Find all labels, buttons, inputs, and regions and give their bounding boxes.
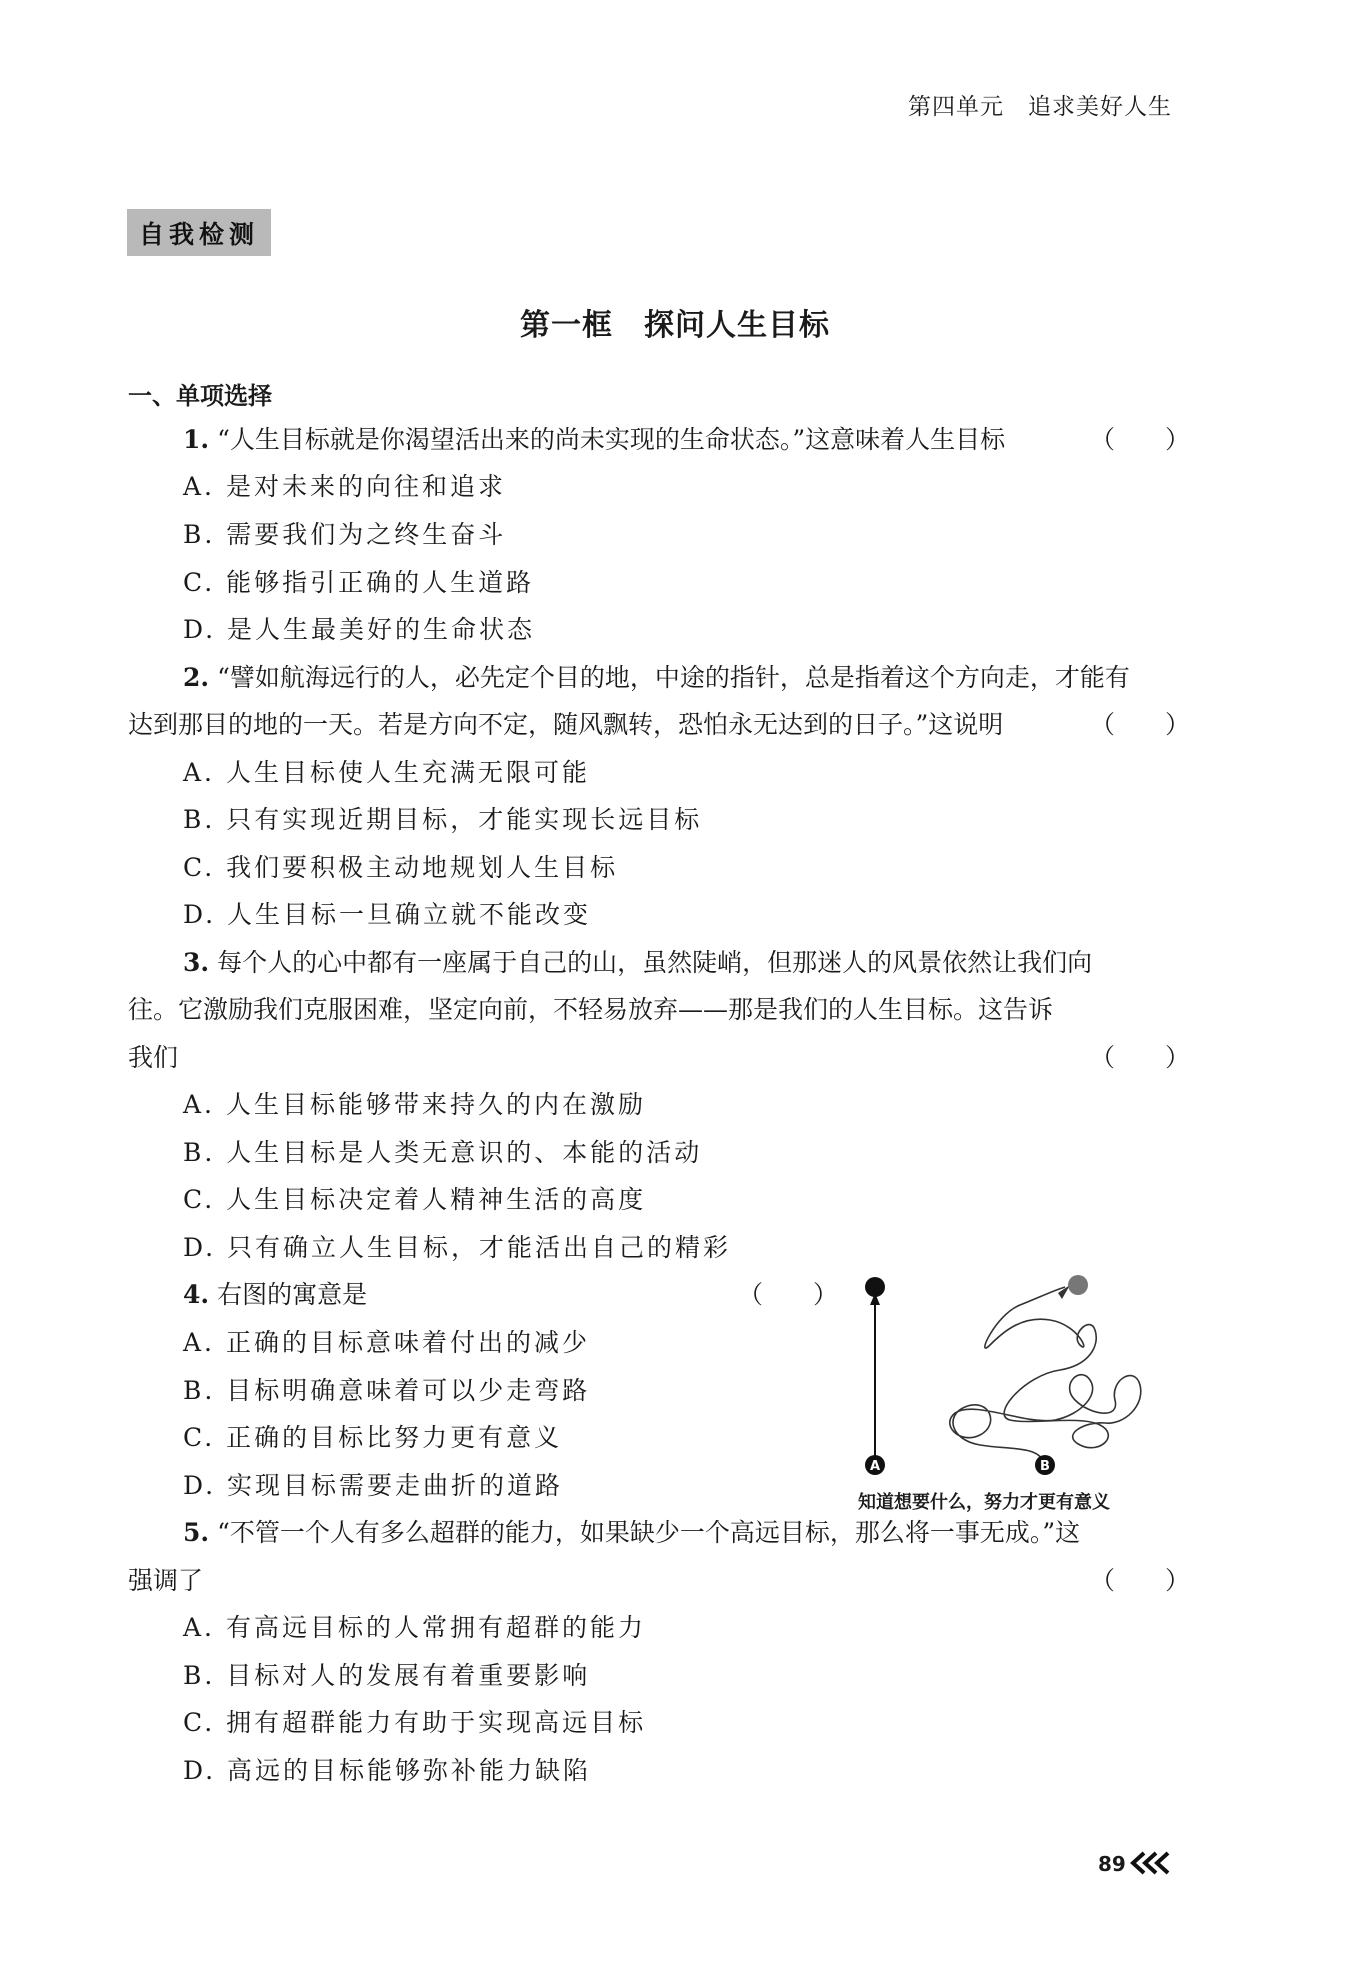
answer-blank[interactable]: （ ）: [1090, 425, 1191, 454]
goal-dot-a: [865, 1277, 885, 1297]
option-c[interactable]: C. 拥有超群能力有助于实现高远目标: [183, 1708, 647, 1737]
question-stem-line: 每个人的心中都有一座属于自己的山，虽然陡峭，但那迷人的风景依然让我们向: [217, 948, 1093, 977]
question-number: 5.: [183, 1518, 210, 1547]
question-stem-line: 右图的寓意是: [217, 1280, 368, 1309]
option-c[interactable]: C. 能够指引正确的人生道路: [183, 568, 535, 597]
question-number: 1.: [183, 425, 210, 454]
question-1-stem: [183, 425, 1005, 455]
option-a[interactable]: A. 人生目标使人生充满无限可能: [183, 758, 590, 787]
question-5-stem: [183, 1518, 1080, 1548]
option-c[interactable]: C. 正确的目标比努力更有意义: [183, 1423, 563, 1452]
unit-header: 第四单元 追求美好人生: [908, 94, 1172, 120]
question-stem-line: “譬如航海远行的人，必先定个目的地，中途的指针，总是指着这个方向走，才能有: [217, 663, 1130, 692]
answer-blank[interactable]: （ ）: [1090, 1566, 1191, 1595]
question-number: 2.: [183, 663, 210, 692]
option-b[interactable]: B. 只有实现近期目标，才能实现长远目标: [183, 805, 703, 834]
part-heading: 一、单项选择: [128, 382, 272, 410]
question-4-stem: [183, 1280, 367, 1310]
option-b[interactable]: B. 需要我们为之终生奋斗: [183, 520, 507, 549]
lesson-title: 第一框 探问人生目标: [520, 308, 830, 343]
question-stem-line: 往。它激励我们克服困难，坚定向前，不轻易放弃——那是我们的人生目标。这告诉: [128, 995, 1054, 1024]
question-number: 4.: [183, 1280, 210, 1309]
label-a: A: [869, 1459, 881, 1474]
question-stem-line: 强调了: [128, 1566, 204, 1595]
option-c[interactable]: C. 我们要积极主动地规划人生目标: [183, 853, 619, 882]
option-d[interactable]: D. 是人生最美好的生命状态: [183, 615, 536, 644]
winding-path-line: [950, 1287, 1141, 1465]
double-chevron-left-icon: [1128, 1850, 1174, 1876]
option-d[interactable]: D. 只有确立人生目标，才能活出自己的精彩: [183, 1233, 732, 1262]
question-2-stem: [183, 663, 1130, 693]
question-stem-line: 达到那目的地的一天。若是方向不定，随风飘转，恐怕永无达到的日子。”这说明: [128, 710, 1004, 739]
option-a[interactable]: A. 正确的目标意味着付出的减少: [183, 1328, 590, 1357]
question-stem-line: 我们: [128, 1043, 179, 1072]
option-d[interactable]: D. 人生目标一旦确立就不能改变: [183, 900, 592, 929]
page-number: 89: [1098, 1852, 1126, 1876]
option-d[interactable]: D. 高远的目标能够弥补能力缺陷: [183, 1756, 592, 1785]
figure-caption: 知道想要什么，努力才更有意义: [858, 1492, 1110, 1513]
question-3-stem: [183, 948, 1092, 978]
option-b[interactable]: B. 目标对人的发展有着重要影响: [183, 1661, 591, 1690]
option-a[interactable]: A. 有高远目标的人常拥有超群的能力: [183, 1613, 646, 1642]
option-d[interactable]: D. 实现目标需要走曲折的道路: [183, 1471, 564, 1500]
answer-blank[interactable]: （ ）: [1090, 1043, 1191, 1072]
answer-blank[interactable]: （ ）: [1090, 710, 1191, 739]
label-b: B: [1040, 1459, 1050, 1474]
path-comparison-figure: [850, 1275, 1160, 1515]
question-stem-line: “不管一个人有多么超群的能力，如果缺少一个高远目标，那么将一事无成。”这: [217, 1518, 1081, 1547]
answer-blank[interactable]: （ ）: [738, 1280, 839, 1309]
goal-dot-b: [1068, 1275, 1088, 1295]
option-b[interactable]: B. 目标明确意味着可以少走弯路: [183, 1376, 591, 1405]
option-b[interactable]: B. 人生目标是人类无意识的、本能的活动: [183, 1138, 703, 1167]
option-a[interactable]: A. 人生目标能够带来持久的内在激励: [183, 1090, 646, 1119]
option-a[interactable]: A. 是对未来的向往和追求: [183, 472, 506, 501]
question-stem-line: “人生目标就是你渴望活出来的尚未实现的生命状态。”这意味着人生目标: [217, 425, 1006, 454]
question-number: 3.: [183, 948, 210, 977]
option-c[interactable]: C. 人生目标决定着人精神生活的高度: [183, 1185, 647, 1214]
section-badge: 自我检测: [127, 209, 271, 256]
